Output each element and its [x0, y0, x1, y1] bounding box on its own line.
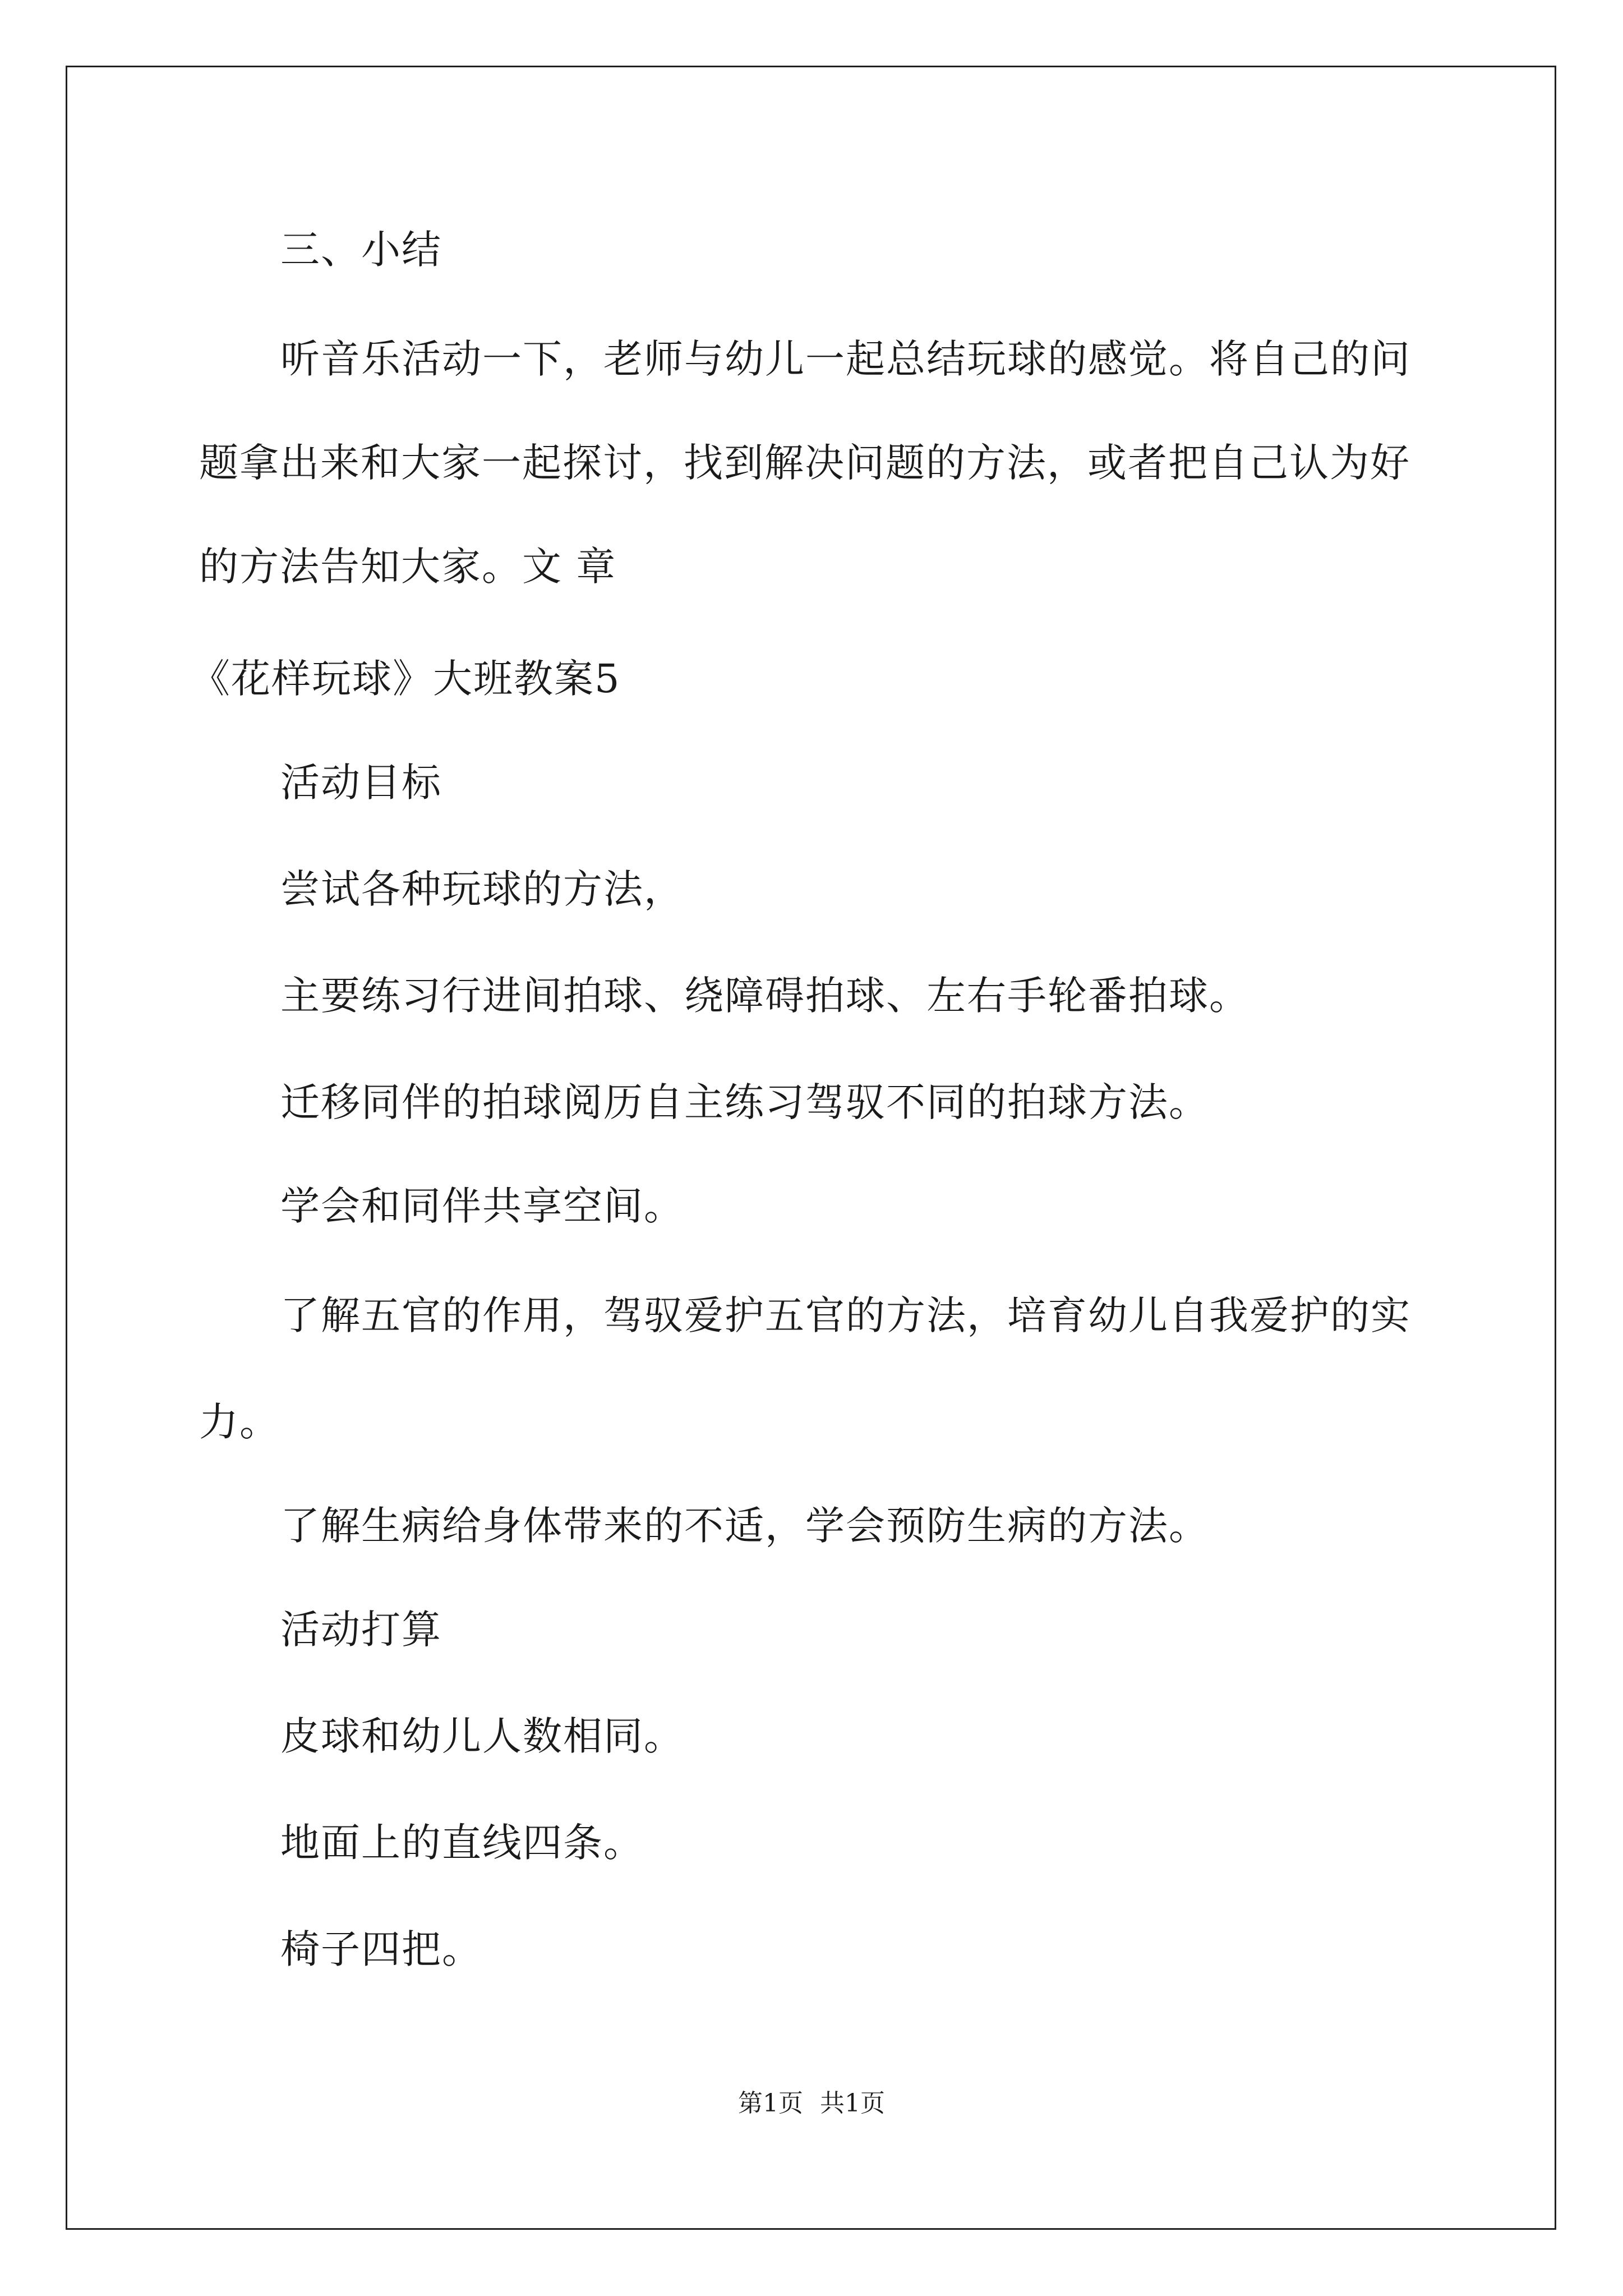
paragraph-line: 尝试各种玩球的方法， [280, 866, 684, 912]
paragraph-line: 了解五官的作用，驾驭爱护五官的方法，培育幼儿自我爱护的实 [280, 1292, 1411, 1338]
paragraph-line: 主要练习行进间拍球、绕障碍拍球、左右手轮番拍球。 [280, 973, 1249, 1019]
section-heading-summary: 三、小结 [280, 227, 442, 273]
page-footer [0, 2087, 1623, 2120]
paragraph-line: 的方法告知大家。文 章 [199, 544, 617, 590]
section-heading-preparation: 活动打算 [280, 1607, 442, 1653]
paragraph-line: 皮球和幼儿人数相同。 [280, 1713, 684, 1759]
page-total: 共1页 [820, 2089, 885, 2118]
paragraph-line: 了解生病给身体带来的不适，学会预防生病的方法。 [280, 1503, 1209, 1549]
paragraph-line: 椅子四把。 [280, 1926, 482, 1972]
paragraph-line: 力。 [199, 1399, 280, 1445]
paragraph-line: 听音乐活动一下，老师与幼儿一起总结玩球的感觉。将自己的问 [280, 336, 1411, 382]
section-heading-goals: 活动目标 [280, 760, 442, 806]
lesson-plan-title: 《花样玩球》大班教案5 [191, 656, 621, 702]
paragraph-line: 迁移同伴的拍球阅历自主练习驾驭不同的拍球方法。 [280, 1079, 1209, 1125]
page-number: 第1页 [738, 2089, 803, 2118]
paragraph-line: 地面上的直线四条。 [280, 1820, 644, 1866]
paragraph-line: 学会和同伴共享空间。 [280, 1183, 684, 1229]
paragraph-line: 题拿出来和大家一起探讨，找到解决问题的方法，或者把自己认为好 [199, 440, 1410, 486]
